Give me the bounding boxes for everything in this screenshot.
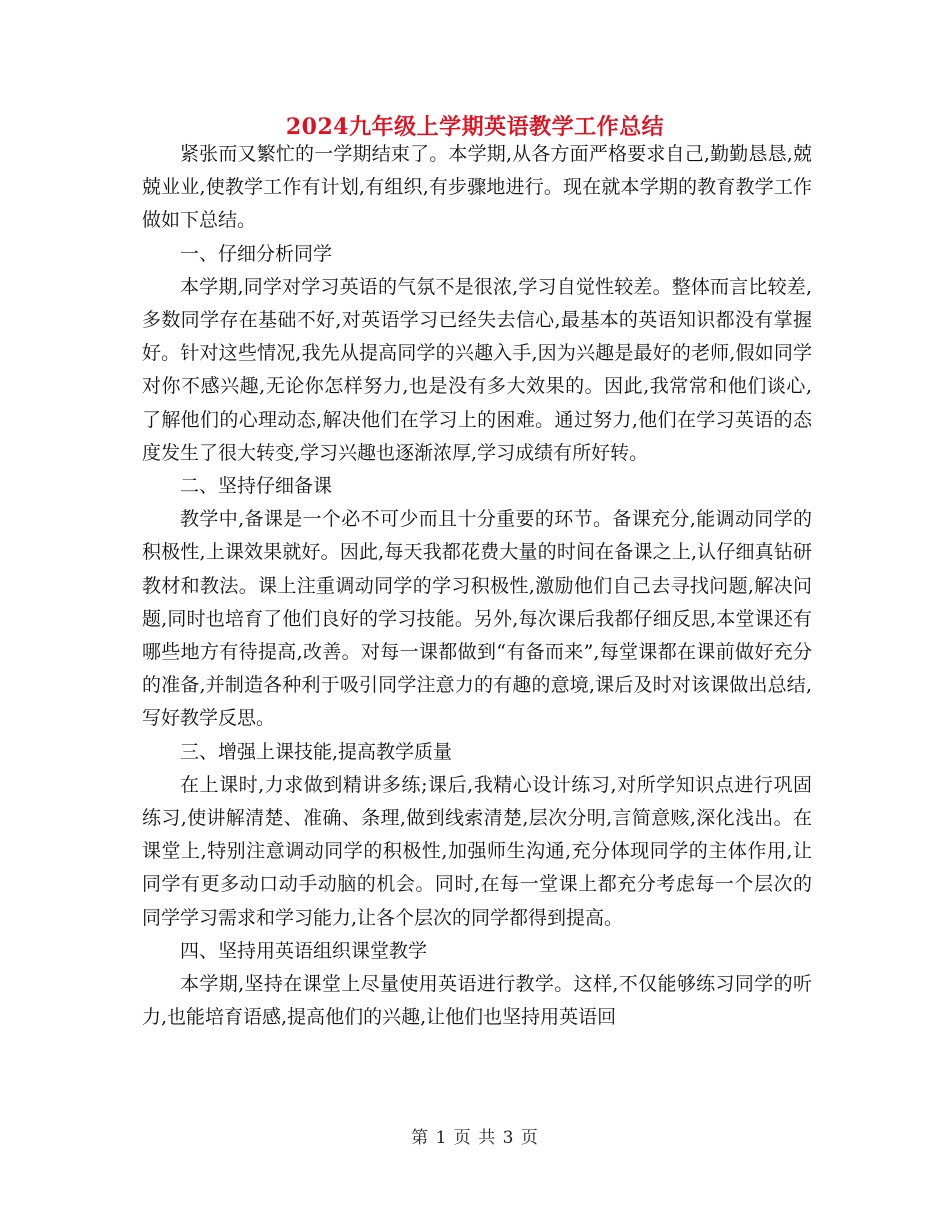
section-heading-2: 二、坚持仔细备课 bbox=[180, 475, 333, 498]
section-paragraph-3: 在上课时,力求做到精讲多练;课后,我精心设计练习,对所学知识点进行巩固练习,使讲解清楚、准确、条理,做到线索清楚,层次分明,言简意赅,深化浅出。在课堂上,特别注意调动同学的积极性,加强师生沟通,充分体现同学的主体作用,让同学有更多动口动手动脑的机会。同时,在每一堂课上都充分考虑每一个层次的同学学习需求和学习能力,让各个层次的同学都得到提高。 bbox=[142, 773, 812, 929]
section-paragraph-2: 教学中,备课是一个必不可少而且十分重要的环节。备课充分,能调动同学的积极性,上课效果就好。因此,每天我都花费大量的时间在备课之上,认仔细真钻研教材和教法。课上注重调动同学的学习积极性,激励他们自己去寻找问题,解决问题,同时也培育了他们良好的学习技能。另外,每次课后我都仔细反思,本堂课还有哪些地方有待提高,改善。对每一课都做到“有备而来”,每堂课都在课前做好充分的准备,并制造各种利于吸引同学注意力的有趣的意境,课后及时对该课做出总结,写好教学反思。 bbox=[142, 508, 812, 730]
section-paragraph-4: 本学期,坚持在课堂上尽量使用英语进行教学。这样,不仅能够练习同学的听力,也能培育语感,提高他们的兴趣,让他们也坚持用英语回 bbox=[142, 973, 812, 1029]
intro-paragraph: 紧张而又繁忙的一学期结束了。本学期,从各方面严格要求自己,勤勤恳恳,兢兢业业,使教学工作有计划,有组织,有步骤地进行。现在就本学期的教育教学工作做如下总结。 bbox=[142, 143, 812, 232]
section-heading-4: 四、坚持用英语组织课堂教学 bbox=[180, 939, 428, 962]
document-title: 2024九年级上学期英语教学工作总结 bbox=[285, 114, 665, 140]
document-body bbox=[142, 138, 812, 1034]
page-footer: 第 1 页 共 3 页 bbox=[411, 1128, 539, 1148]
section-heading-3: 三、增强上课技能,提高教学质量 bbox=[180, 740, 453, 763]
section-heading-1: 一、仔细分析同学 bbox=[180, 242, 333, 265]
section-paragraph-1: 本学期,同学对学习英语的气氛不是很浓,学习自觉性较差。整体而言比较差,多数同学存在基础不好,对英语学习已经失去信心,最基本的英语知识都没有掌握好。针对这些情况,我先从提高同学的兴趣入手,因为兴趣是最好的老师,假如同学对你不感兴趣,无论你怎样努力,也是没有多大效果的。因此,我常常和他们谈心,了解他们的心理动态,解决他们在学习上的困难。通过努力,他们在学习英语的态度发生了很大转变,学习兴趣也逐渐浓厚,学习成绩有所好转。 bbox=[142, 275, 812, 464]
